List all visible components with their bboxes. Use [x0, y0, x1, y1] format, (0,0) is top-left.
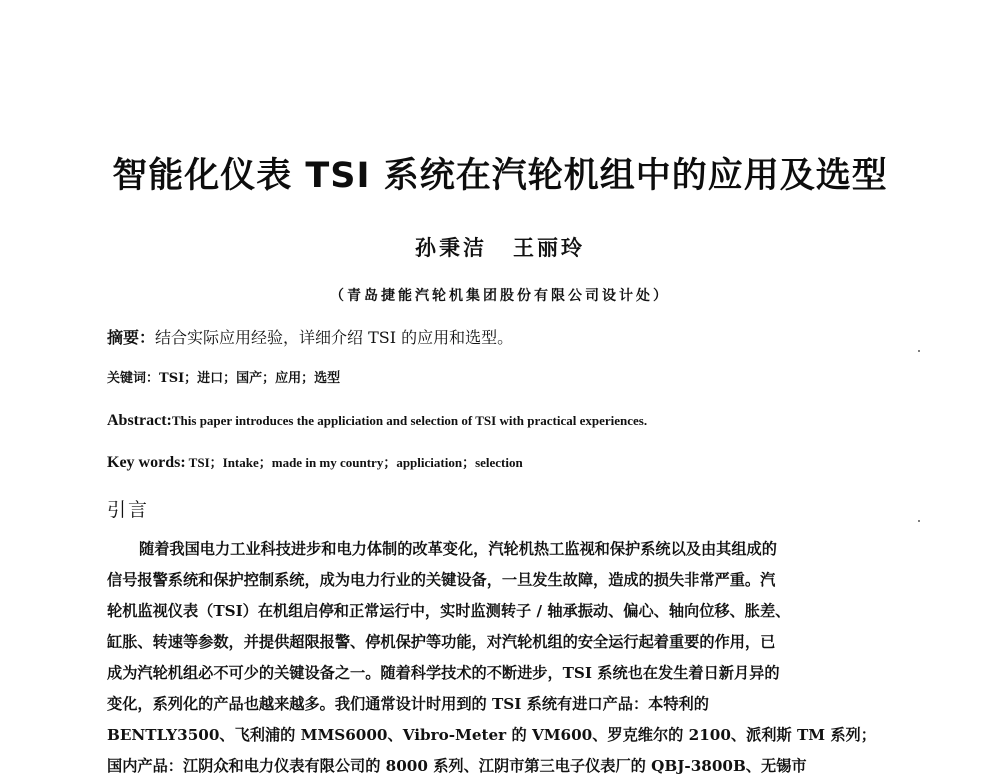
keywords-cn-label: 关键词： — [107, 371, 160, 386]
author-list — [0, 232, 1000, 262]
body-paragraph — [107, 534, 912, 782]
abstract-cn-label: 摘要： — [107, 328, 156, 347]
body-line: 国内产品：江阴众和电力仪表有限公司的 8000 系列、江阴市第三电子仪表厂的 QBJ-3800B、无锡市 — [107, 757, 807, 775]
scan-speck — [918, 520, 920, 522]
keywords-en — [107, 452, 523, 472]
abstract-cn — [107, 325, 513, 348]
paper-title: 智能化仪表 TSI 系统在汽轮机组中的应用及选型 — [112, 156, 888, 196]
body-line: 随着我国电力工业科技进步和电力体制的改革变化，汽轮机热工监视和保护系统以及由其组成的 — [139, 540, 777, 558]
scan-speck — [918, 350, 920, 352]
body-line: BENTLY3500、飞利浦的 MMS6000、Vibro-Meter 的 VM600、罗克维尔的 2100、派利斯 TM 系列； — [107, 726, 876, 744]
abstract-en — [107, 412, 647, 430]
abstract-en-label: Abstract: — [107, 412, 172, 429]
body-line: 缸胀、转速等参数，并提供超限报警、停机保护等功能，对汽轮机组的安全运行起着重要的作用，已 — [107, 633, 776, 651]
author-name: 王丽玲 — [513, 235, 585, 260]
body-line: 变化，系列化的产品也越来越多。我们通常设计时用到的 TSI 系统有进口产品：本特利的 — [107, 695, 709, 713]
body-line: 信号报警系统和保护控制系统，成为电力行业的关键设备，一旦发生故障，造成的损失非常严重。汽 — [107, 571, 776, 589]
affiliation: （青岛捷能汽轮机集团股份有限公司设计处） — [330, 288, 670, 304]
keywords-cn-text: TSI；进口；国产；应用；选型 — [159, 371, 341, 386]
body-line: 成为汽轮机组必不可少的关键设备之一。随着科学技术的不断进步，TSI 系统也在发生着日新月异的 — [107, 664, 780, 682]
author-name: 孙秉洁 — [415, 235, 487, 260]
body-line: 轮机监视仪表（TSI）在机组启停和正常运行中，实时监测转子 / 轴承振动、偏心、轴向位移、胀差、 — [107, 602, 791, 620]
abstract-cn-text: 结合实际应用经验，详细介绍 TSI 的应用和选型。 — [155, 328, 514, 347]
keywords-cn — [107, 367, 340, 386]
keywords-en-label: Key words: — [107, 454, 186, 471]
keywords-en-text: TSI；Intake；made in my country；appliciation；selection — [185, 455, 523, 470]
section-heading: 引言 — [107, 499, 150, 521]
abstract-en-text: This paper introduces the appliciation and selection of TSI with practical experiences. — [171, 413, 648, 428]
